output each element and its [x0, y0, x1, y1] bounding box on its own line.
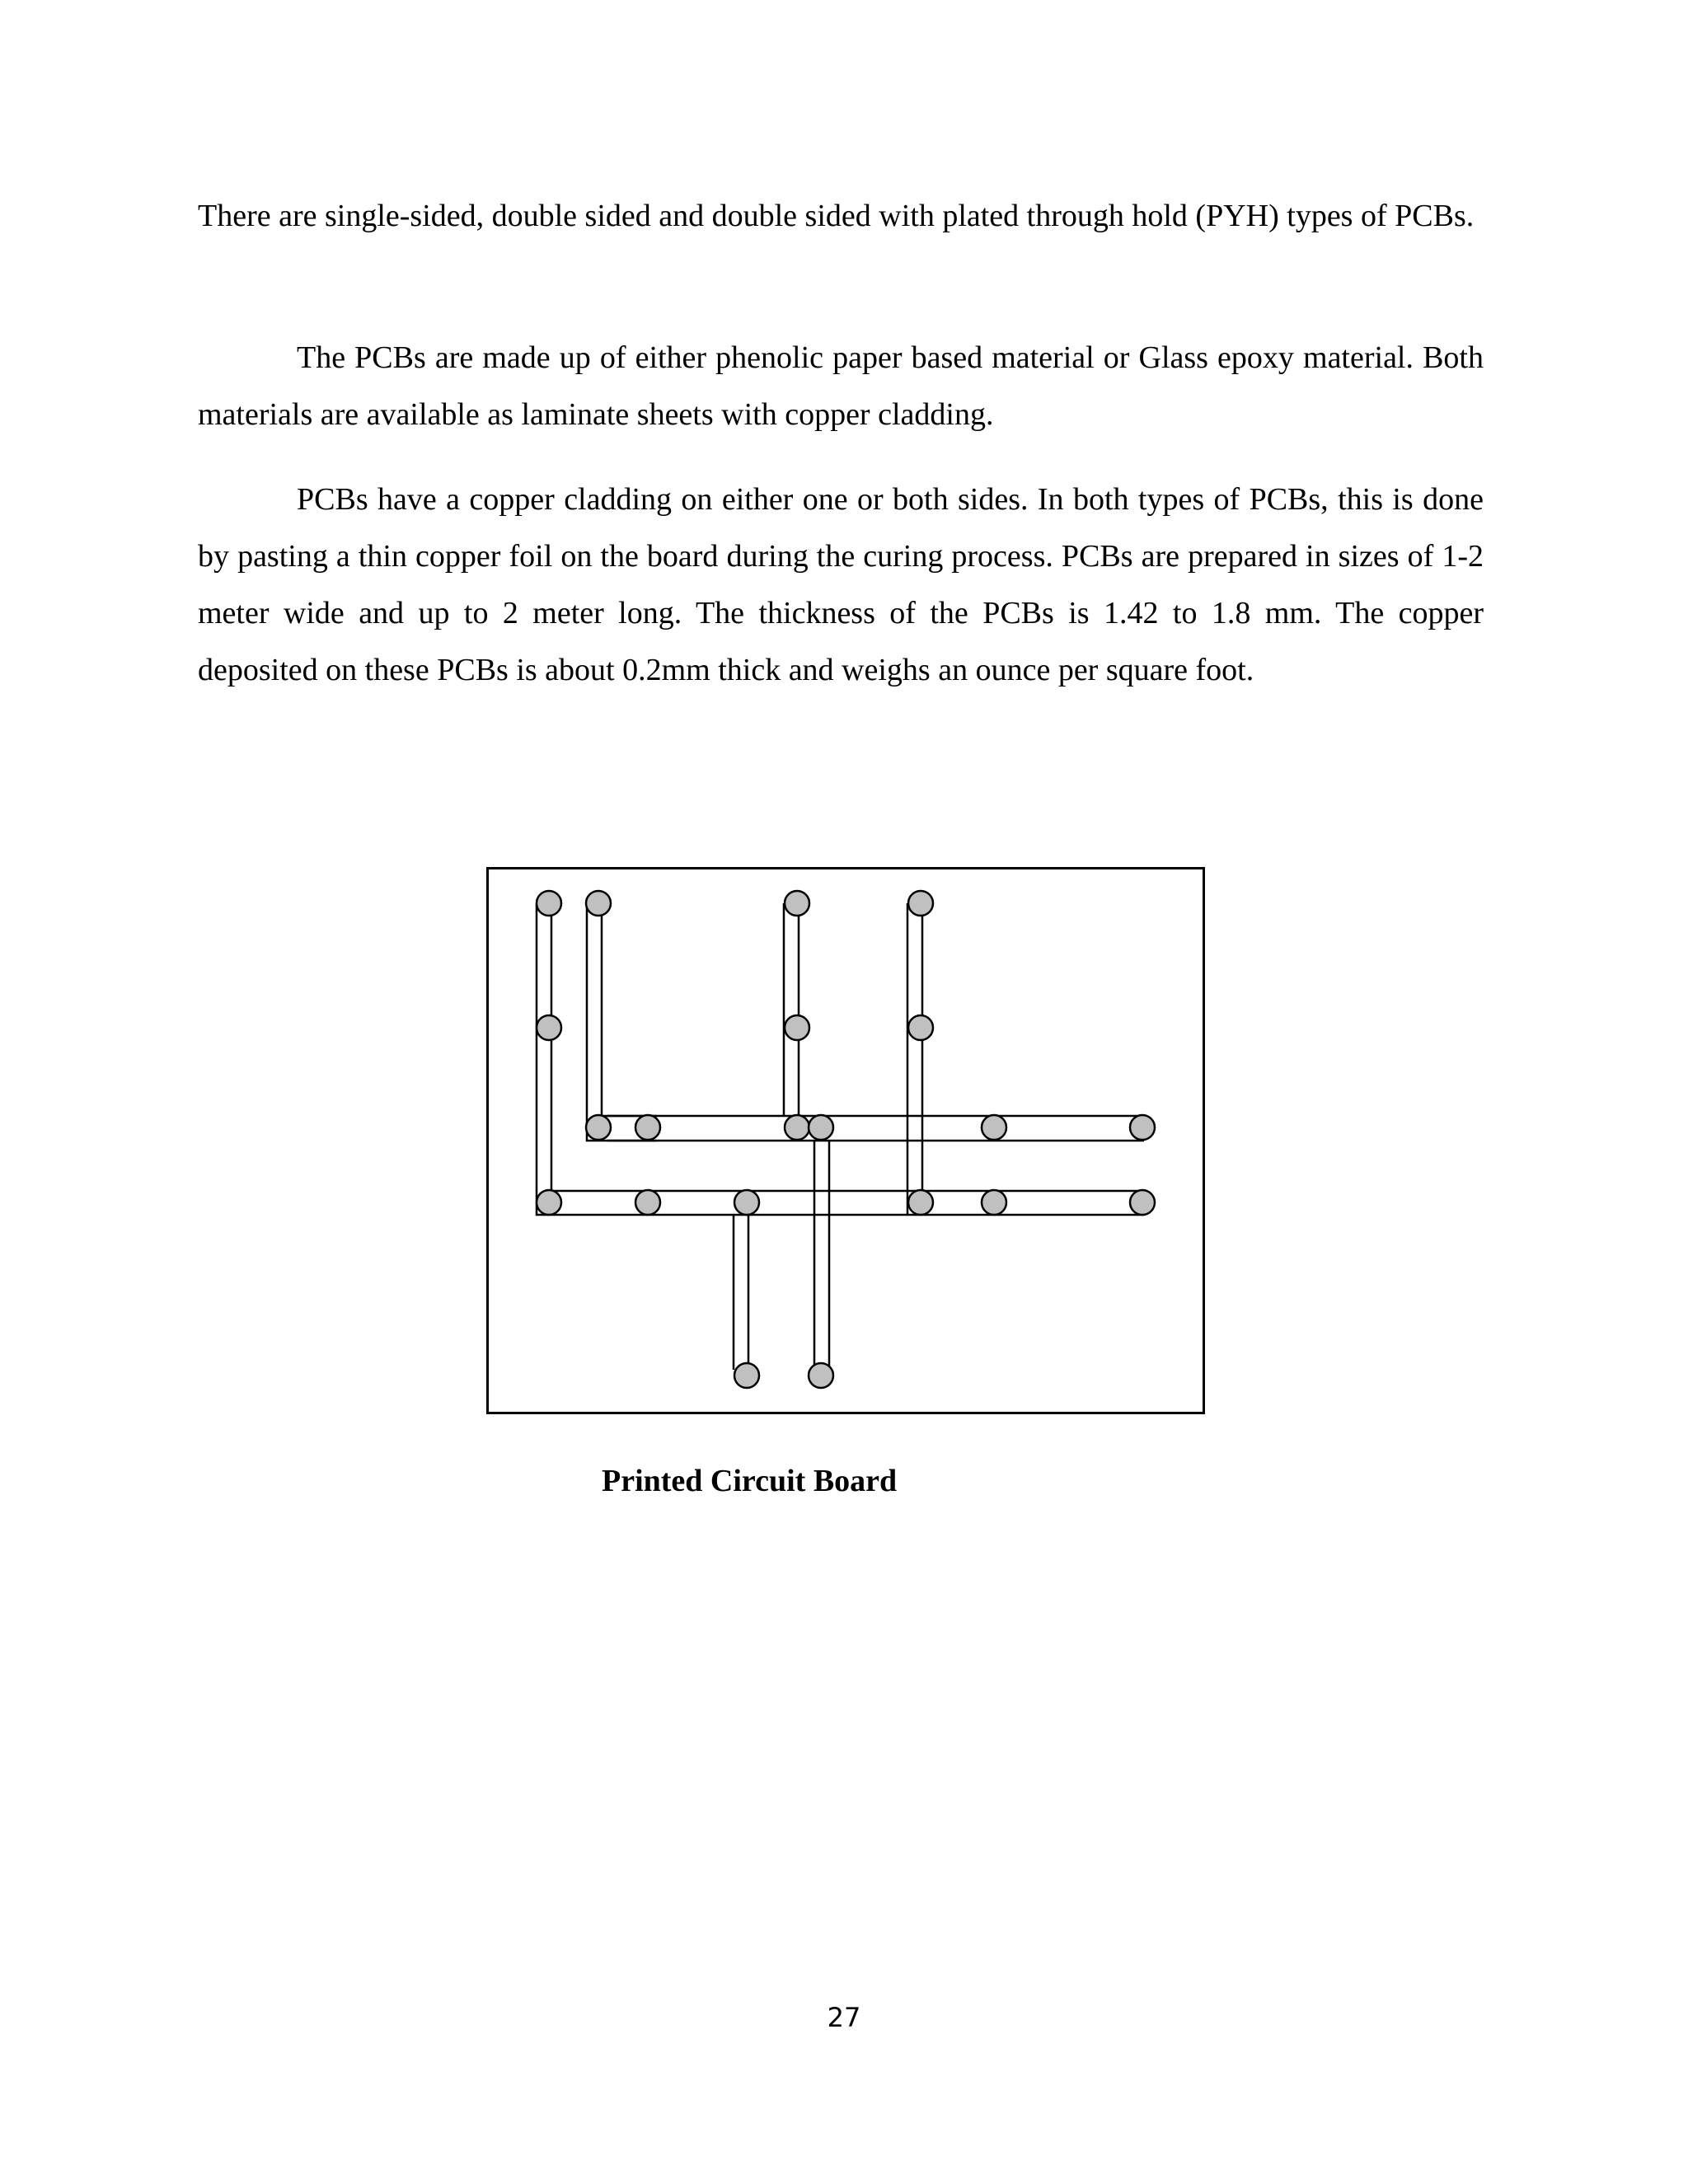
pad [982, 1115, 1006, 1140]
pad [809, 1115, 833, 1140]
pad [908, 1190, 933, 1215]
pad [635, 1115, 660, 1140]
pad [537, 1015, 561, 1040]
pad [908, 891, 933, 916]
pad [586, 1115, 611, 1140]
pad [1130, 1190, 1155, 1215]
trace-a-inner [551, 903, 607, 1191]
pad [785, 891, 809, 916]
trace-a-outer [537, 903, 607, 1215]
paragraph-pcb-types: There are single-sided, double sided and double sided with plated through hold (PYH) types of PCBs. [198, 199, 1475, 233]
paragraph-copper-cladding: PCBs have a copper cladding on either one or both sides. In both types of PCBs, this is done by pasting a thin copper foil on the board during the curing process. PCBs are prepared in sizes of 1-2 meter wide and up to 2 meter long. The thickness of the PCBs is 1.42 to 1.8 mm. The copper deposited on these PCBs is about 0.2mm thick and weighs an ounce per square foot. [198, 482, 1484, 687]
pcb-diagram [486, 867, 1205, 1414]
pad [785, 1015, 809, 1040]
pad [635, 1190, 660, 1215]
figure-caption: Printed Circuit Board [602, 1464, 898, 1498]
pcb-figure [486, 867, 1205, 1414]
pad [586, 891, 611, 916]
pad [537, 891, 561, 916]
pads [537, 891, 1155, 1388]
pad [982, 1190, 1006, 1215]
pad [785, 1115, 809, 1140]
traces [537, 903, 1144, 1370]
trace-b-inner [602, 903, 657, 1116]
pad [1130, 1115, 1155, 1140]
pad [809, 1363, 833, 1388]
pad [537, 1190, 561, 1215]
pad [734, 1363, 759, 1388]
paragraph-pcb-materials: The PCBs are made up of either phenolic paper based material or Glass epoxy material. Both materials are available as laminate sheets with copper cladding. [198, 340, 1484, 432]
pad [908, 1015, 933, 1040]
trace-b-outer [587, 903, 657, 1141]
page-number: 27 [827, 2002, 861, 2033]
pad [734, 1190, 759, 1215]
